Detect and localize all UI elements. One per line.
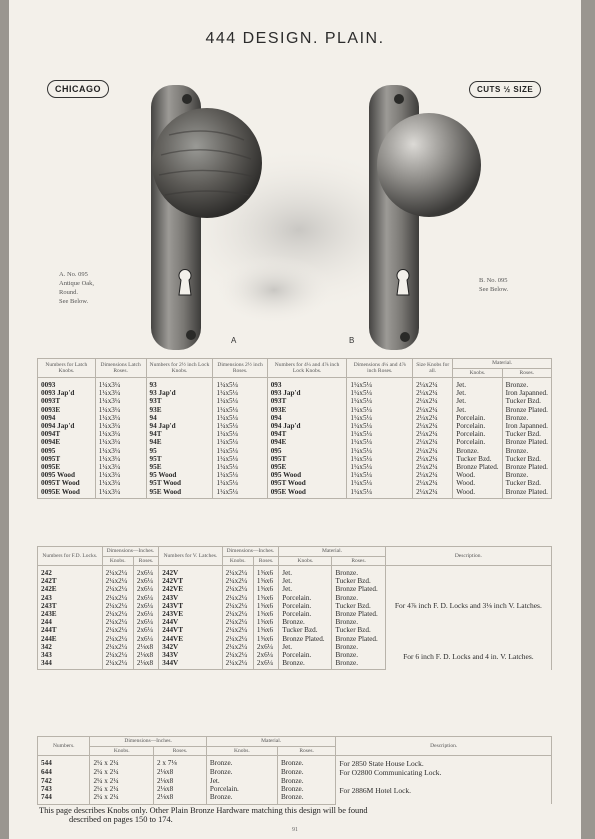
table-cell: 095 (267, 447, 347, 455)
table-cell: 1⅝x6 (253, 602, 278, 610)
table-cell: 2⅛x8 (133, 643, 158, 651)
table-cell: Bronze. (277, 777, 335, 785)
scale-badge: CUTS ½ SIZE (469, 81, 541, 98)
table-cell: Tucker Bzd. (332, 626, 385, 634)
table-cell: 1¼x5¼ (347, 397, 413, 405)
table-cell: 2⅛x8 (154, 793, 207, 804)
table-cell: 095T Wood (267, 479, 347, 487)
table-cell: 1⅝x6 (253, 585, 278, 593)
table-cell: 94T (146, 430, 213, 438)
table-cell: 1⅝x6 (253, 618, 278, 626)
table-cell: 095T (267, 455, 347, 463)
label-b: B (349, 336, 355, 345)
table-row (38, 438, 552, 446)
table-cell: Bronze. (332, 643, 385, 651)
table-cell: 2¼x2¼ (102, 577, 133, 585)
table-cell: Bronze. (279, 659, 332, 670)
table-cell: 2¼x2¼ (102, 626, 133, 634)
table-cell: 2x6¼ (253, 659, 278, 670)
table-cell: 1¼x5¼ (213, 488, 267, 499)
table-cell: 2¼x2¼ (222, 643, 253, 651)
table-cell: 1¼x5¼ (213, 479, 267, 487)
table-cell: Bronze Plated. (332, 610, 385, 618)
table-cell: 2x6¼ (133, 602, 158, 610)
table-cell: 2¼x2¼ (222, 594, 253, 602)
table-cell: 743 (38, 785, 90, 793)
table-cell: 0093 (38, 378, 96, 390)
table-cell: 1¼x3¼ (95, 447, 146, 455)
table-cell: 93T (146, 397, 213, 405)
table-cell: 2¼x2¼ (222, 626, 253, 634)
table-cell: Jet. (206, 777, 277, 785)
lock-knob-table: Numbers for F.D. Locks. Dimensions—Inches. Numbers for V. Latches. Dimensions—Inches. Material. Description. Knobs. Roses. Knobs. Roses. Knobs. Roses. 242 2¼x2¼ 2x6¼ 242V 2¼x2¼ 1⅝x6 Jet. Bronze. For 4⅞ inch F. D. Locks and 3⅛ inch V. Latches. 242T 2¼x2¼ 2x6¼ 242VT 2¼x2¼ 1⅝x6 Jet. Tucker Bzd. 242E 2¼x2¼ 2x6¼ 242VE 2¼x2¼ 1⅝x6 Jet. Bronze Plated. 243 2¼x2¼ 2x6¼ 243V 2¼x2¼ 1⅝x6 Porcelain. Bronze. 243T 2¼x2¼ 2x6¼ 243VT 2¼x2¼ 1⅝x6 Porcelain. Tucker Bzd. 243E 2¼x2¼ 2x6¼ 243VE 2¼x2¼ 1⅝x6 Porcelain. Bronze Plated. 244 2¼x2¼ 2x6¼ 244V 2¼x2¼ 1⅝x6 Bronze. Bronze. 244T 2¼x2¼ 2x6¼ 244VT 2¼x2¼ 1⅝x6 Tucker Bzd. Tucker Bzd. 244E 2¼x2¼ 2x6¼ 244VE 2¼x2¼ 1⅝x6 Bronze Plated. Bronze Plated. 342 2¼x2¼ 2⅛x8 342V 2¼x2¼ 2x6¼ Jet. Bronze. For 6 inch F. D. Locks and 4 in. V. Latches. 343 2¼x2¼ 2⅛x8 343V 2¼x2¼ 2x6¼ Porcelain. Bronze. 344 2¼x2¼ 2⅛x8 344V 2¼x2¼ 2x6¼ Bronze. Bronze. (37, 546, 552, 670)
table-cell: 0095T Wood (38, 479, 96, 487)
table-cell: 2¼x2¼ (222, 659, 253, 670)
table-row (38, 471, 552, 479)
table-row (38, 643, 552, 651)
table-cell: Bronze. (332, 566, 385, 578)
table-cell: 0093E (38, 406, 96, 414)
table-row (38, 397, 552, 405)
plate-b-top-screw (394, 94, 404, 104)
table-cell: Bronze. (277, 768, 335, 777)
table-cell: 742 (38, 777, 90, 785)
table-cell: Jet. (453, 389, 502, 397)
table-cell: 1¼x5¼ (347, 471, 413, 479)
table-row (38, 455, 552, 463)
caption-a: A. No. 095 Antique Oak, Round. See Below. (59, 271, 95, 305)
table-cell: For 2850 State House Lock. (336, 756, 552, 769)
table-cell: Wood. (453, 471, 502, 479)
table-cell: 2¼x2¼ (413, 389, 453, 397)
table-cell: 242VT (159, 577, 222, 585)
table-cell: 0095E Wood (38, 488, 96, 499)
table-cell: 1¼x5¼ (347, 389, 413, 397)
table-cell: 2¼x2¼ (222, 577, 253, 585)
table-row (38, 414, 552, 422)
table-cell: For 6 inch F. D. Locks and 4 in. V. Latches. (385, 643, 551, 670)
table-cell: 2⅛x8 (154, 785, 207, 793)
table-cell: Bronze Plated. (502, 463, 551, 471)
table-cell: 2x6¼ (133, 626, 158, 634)
catalog-page (9, 0, 581, 839)
table-cell: 2¼x2¼ (102, 643, 133, 651)
table-cell: 2⅛x8 (154, 768, 207, 777)
table-cell: Iron Japanned. (502, 389, 551, 397)
table-cell: Bronze Plated. (279, 635, 332, 643)
page-title: 444 DESIGN. PLAIN. (205, 30, 385, 47)
table-cell: 1¼x3¼ (95, 406, 146, 414)
table-cell: 1¼x5¼ (213, 438, 267, 446)
table-cell: 0094 Jap'd (38, 422, 96, 430)
table-row (38, 756, 552, 769)
table-cell: 2x6¼ (133, 610, 158, 618)
table-cell: 1¼x3¼ (95, 488, 146, 499)
table-cell: 343V (159, 651, 222, 659)
footer-note: This page describes Knobs only. Other Plain Bronze Hardware matching this design will be found described on pages 150 to 174. (39, 806, 368, 824)
table-cell: 2¼x2¼ (413, 447, 453, 455)
table-cell: 093 (267, 378, 347, 390)
table-cell: Bronze Plated. (502, 488, 551, 499)
table-cell: 0095E (38, 463, 96, 471)
table-cell: 1¼x5¼ (213, 471, 267, 479)
table-cell: Tucker Bzd. (502, 397, 551, 405)
table-cell: Porcelain. (453, 438, 502, 446)
table-cell: 1¼x5¼ (213, 422, 267, 430)
table-cell: 2¼ x 2¼ (90, 756, 154, 769)
table-cell: Jet. (453, 397, 502, 405)
table-cell: 1¼x5¼ (347, 455, 413, 463)
table-cell: 0093T (38, 397, 96, 405)
table-cell: 243V (159, 594, 222, 602)
brand-badge: CHICAGO (47, 80, 109, 98)
table-cell: Jet. (453, 378, 502, 390)
table-cell: 2⅛x8 (133, 651, 158, 659)
table-cell: Bronze Plated. (332, 585, 385, 593)
table-cell: 2¼x2¼ (102, 618, 133, 626)
table-cell: 95T (146, 455, 213, 463)
table-cell: Tucker Bzd. (502, 479, 551, 487)
table-row (38, 430, 552, 438)
table-row (38, 479, 552, 487)
table-cell: 342 (38, 643, 103, 651)
table-cell: 0094 (38, 414, 96, 422)
table-row (38, 378, 552, 390)
table-cell: 1¼x3¼ (95, 463, 146, 471)
table-cell: 244V (159, 618, 222, 626)
table-cell: 094T (267, 430, 347, 438)
table-cell: 2¼x2¼ (413, 430, 453, 438)
table-cell: 1¼x5¼ (347, 488, 413, 499)
knob-b-ball (377, 113, 481, 217)
table-cell: Bronze. (206, 756, 277, 769)
table-cell: 2¼x2¼ (413, 438, 453, 446)
table-cell: For 4⅞ inch F. D. Locks and 3⅛ inch V. Latches. (385, 566, 551, 643)
table-cell: 1¼x3¼ (95, 397, 146, 405)
table-cell: Bronze. (502, 414, 551, 422)
table-cell: 242E (38, 585, 103, 593)
table-cell: 93 Jap'd (146, 389, 213, 397)
table-cell: Jet. (453, 406, 502, 414)
table-cell: 2¼x2¼ (413, 397, 453, 405)
table-cell: 2¼x2¼ (222, 610, 253, 618)
table-cell: 1¼x5¼ (347, 438, 413, 446)
table-cell: 2¼x2¼ (413, 488, 453, 499)
table-row (38, 422, 552, 430)
table-cell: Bronze Plated. (332, 635, 385, 643)
table-row (38, 463, 552, 471)
table-cell: Tucker Bzd. (332, 577, 385, 585)
table-row (38, 777, 552, 785)
table-cell: Bronze. (332, 651, 385, 659)
table-cell: 2x6¼ (133, 635, 158, 643)
table-cell: Tucker Bzd. (453, 455, 502, 463)
table-cell: 2¼x2¼ (222, 602, 253, 610)
table-cell: 2¼ x 2¼ (90, 785, 154, 793)
table-cell: 2¼x2¼ (413, 471, 453, 479)
table-cell: Bronze Plated. (502, 438, 551, 446)
table-cell: 0093 Jap'd (38, 389, 96, 397)
table-cell: Bronze Plated. (453, 463, 502, 471)
table-cell: 094E (267, 438, 347, 446)
table-cell: Jet. (279, 577, 332, 585)
table-cell: 93 (146, 378, 213, 390)
table-cell: Porcelain. (279, 651, 332, 659)
page-number: 91 (292, 827, 298, 833)
table-cell: 2¼x2¼ (222, 635, 253, 643)
table-cell: Wood. (453, 488, 502, 499)
table-cell: 1¼x5¼ (347, 378, 413, 390)
table-cell: 2 x 7⅛ (154, 756, 207, 769)
plate-a-bottom-screw (186, 330, 196, 340)
table-cell: 342V (159, 643, 222, 651)
table-cell: 242T (38, 577, 103, 585)
table-cell: 1¼x5¼ (213, 397, 267, 405)
knob-illustration (99, 85, 499, 350)
table-cell: 2¼ x 2¼ (90, 768, 154, 777)
table-cell: 095E Wood (267, 488, 347, 499)
table-cell: 2¼x2¼ (222, 618, 253, 626)
table-cell: 1¼x3¼ (95, 455, 146, 463)
table-cell: Bronze. (453, 447, 502, 455)
table-cell: 2¼x2¼ (222, 566, 253, 578)
table-cell: Bronze. (206, 768, 277, 777)
table-cell: Wood. (453, 479, 502, 487)
table-row (38, 406, 552, 414)
table-cell: 644 (38, 768, 90, 777)
table-cell: 1¼x3¼ (95, 438, 146, 446)
table-cell: Bronze. (206, 793, 277, 804)
table-cell: 1¼x3¼ (95, 479, 146, 487)
hotel-lock-knob-table: Numbers. Dimensions—Inches. Material. Description. Knobs. Roses. Knobs. Roses. 544 2¼ x 2¼ 2 x 7⅛ Bronze. Bronze. For 2850 State House Lock. 644 2¼ x 2¼ 2⅛x8 Bronze. Bronze. For O2800 Communicating Lock. 742 2¼ x 2¼ 2⅛x8 Jet. Bronze. For 2886M Hotel Lock. 743 2¼ x 2¼ 2⅛x8 Porcelain. Bronze. 744 2¼ x 2¼ 2⅛x8 Bronze. Bronze. (37, 736, 552, 805)
table-cell: 1¼x3¼ (95, 378, 146, 390)
table-row (38, 447, 552, 455)
table-cell: 2x6¼ (133, 585, 158, 593)
table-cell: Jet. (279, 566, 332, 578)
table-cell: Porcelain. (453, 414, 502, 422)
table-cell: 2¼x2¼ (413, 455, 453, 463)
table-cell: Porcelain. (279, 602, 332, 610)
table-cell: 1¼x5¼ (347, 463, 413, 471)
table-cell: 0094T (38, 430, 96, 438)
table-cell: 243VT (159, 602, 222, 610)
plate-a-top-screw (182, 94, 192, 104)
table-cell: Porcelain. (279, 610, 332, 618)
table-cell: Bronze. (279, 618, 332, 626)
table-cell: 1⅝x6 (253, 594, 278, 602)
table-cell: 2x6¼ (253, 651, 278, 659)
table-cell: 2¼x2¼ (102, 566, 133, 578)
table-cell: 1¼x3¼ (95, 430, 146, 438)
table-cell: 94 (146, 414, 213, 422)
table-cell: 544 (38, 756, 90, 769)
table-cell: 2¼x2¼ (102, 635, 133, 643)
table-cell: 093 Jap'd (267, 389, 347, 397)
table-cell: 244E (38, 635, 103, 643)
table-cell: 2¼x2¼ (102, 594, 133, 602)
table-cell: 242 (38, 566, 103, 578)
table-cell: 1¼x5¼ (213, 389, 267, 397)
table-cell: 2¼x2¼ (102, 651, 133, 659)
table-cell: 95T Wood (146, 479, 213, 487)
table-cell: 344 (38, 659, 103, 670)
table-cell: Tucker Bzd. (332, 602, 385, 610)
table-cell: 343 (38, 651, 103, 659)
table-cell: 243E (38, 610, 103, 618)
table-cell: 2¼x2¼ (413, 422, 453, 430)
table-cell: 095 Wood (267, 471, 347, 479)
table-cell: 95 (146, 447, 213, 455)
table-cell: 1¼x3¼ (95, 414, 146, 422)
table-cell: For 2886M Hotel Lock. (336, 777, 552, 804)
table-cell: Tucker Bzd. (502, 430, 551, 438)
table-cell: 94E (146, 438, 213, 446)
table-cell: 95E Wood (146, 488, 213, 499)
table-cell: Bronze. (502, 471, 551, 479)
table-cell: 0094E (38, 438, 96, 446)
table-cell: 95E (146, 463, 213, 471)
table-cell: Porcelain. (453, 422, 502, 430)
table-cell: 094 (267, 414, 347, 422)
table-cell: 2¼x2¼ (102, 602, 133, 610)
table-cell: 1¼x5¼ (213, 447, 267, 455)
table-cell: 094 Jap'd (267, 422, 347, 430)
table-cell: 1¼x5¼ (347, 447, 413, 455)
knob-a-oak (152, 108, 262, 218)
caption-b: B. No. 095 See Below. (479, 277, 509, 293)
table-cell: Porcelain. (279, 594, 332, 602)
table-cell: Bronze. (332, 659, 385, 670)
table-cell: For O2800 Communicating Lock. (336, 768, 552, 777)
keyhole-a (179, 270, 191, 295)
label-a: A (231, 336, 237, 345)
table-cell: Bronze. (502, 447, 551, 455)
table-cell: Bronze. (332, 618, 385, 626)
table-cell: 95 Wood (146, 471, 213, 479)
table-cell: 0095 (38, 447, 96, 455)
table-cell: 2¼x2¼ (413, 406, 453, 414)
table-cell: 2x6¼ (133, 577, 158, 585)
table-cell: 1¼x5¼ (213, 463, 267, 471)
table-cell: 093E (267, 406, 347, 414)
plate-b-bottom-screw (400, 332, 410, 342)
table-cell: 1⅝x6 (253, 626, 278, 634)
table-cell: 2¼x2¼ (102, 585, 133, 593)
table-cell: 2x6¼ (253, 643, 278, 651)
table-cell: 0095T (38, 455, 96, 463)
table-cell: 1¼x5¼ (213, 414, 267, 422)
table-cell: 2¼x2¼ (102, 659, 133, 670)
table-cell: 2⅛x8 (154, 777, 207, 785)
table-cell: 94 Jap'd (146, 422, 213, 430)
table-cell: Jet. (279, 585, 332, 593)
table-cell: 244T (38, 626, 103, 634)
table-cell: 2x6¼ (133, 618, 158, 626)
table-cell: 1¼x5¼ (213, 430, 267, 438)
table-cell: 244 (38, 618, 103, 626)
table-cell: 244VE (159, 635, 222, 643)
table-row (38, 389, 552, 397)
table-cell: Jet. (279, 643, 332, 651)
table-cell: Bronze. (332, 594, 385, 602)
table-cell: 1¼x3¼ (95, 422, 146, 430)
table-cell: Porcelain. (206, 785, 277, 793)
table-cell: 1¼x5¼ (347, 406, 413, 414)
table-cell: 2¼x2¼ (413, 414, 453, 422)
table-cell: 344V (159, 659, 222, 670)
table-row (38, 768, 552, 777)
table-cell: 243VE (159, 610, 222, 618)
table-cell: 1⅝x6 (253, 566, 278, 578)
table-cell: 1¼x3¼ (95, 471, 146, 479)
table-cell: 1¼x3¼ (95, 389, 146, 397)
table-cell: 1⅝x6 (253, 610, 278, 618)
table-cell: 2¼x2¼ (413, 463, 453, 471)
table-cell: 1¼x5¼ (213, 455, 267, 463)
table-cell: Bronze. (502, 378, 551, 390)
table-cell: 1¼x5¼ (347, 422, 413, 430)
latch-knob-table: Numbers for Latch Knobs. Dimensions Latch Roses. Numbers for 2½ inch Lock Knobs. Dimensions 2½ inch Roses. Numbers for 4¼ and 4⅞ inch Lock Knobs. Dimensions 4¼ and 4⅞ inch Roses. Size Knobs for all. Material. Knobs. Roses. 0093 1¼x3¼ 93 1¼x5¼ 093 1¼x5¼ 2¼x2¼ Jet. Bronze. 0093 Jap'd 1¼x3¼ 93 Jap'd 1¼x5¼ 093 Jap'd 1¼x5¼ 2¼x2¼ Jet. Iron Japanned. 0093T 1¼x3¼ 93T 1¼x5¼ 093T 1¼x5¼ 2¼x2¼ Jet. Tucker Bzd. 0093E 1¼x3¼ 93E 1¼x5¼ 093E 1¼x5¼ 2¼x2¼ Jet. Bronze Plated. 0094 1¼x3¼ 94 1¼x5¼ 094 1¼x5¼ 2¼x2¼ Porcelain. Bronze. 0094 Jap'd 1¼x3¼ 94 Jap'd 1¼x5¼ 094 Jap'd 1¼x5¼ 2¼x2¼ Porcelain. Iron Japanned. 0094T 1¼x3¼ 94T 1¼x5¼ 094T 1¼x5¼ 2¼x2¼ Porcelain. Tucker Bzd. 0094E 1¼x3¼ 94E 1¼x5¼ 094E 1¼x5¼ 2¼x2¼ Porcelain. Bronze Plated. 0095 1¼x3¼ 95 1¼x5¼ 095 1¼x5¼ 2¼x2¼ Bronze. Bronze. 0095T 1¼x3¼ 95T 1¼x5¼ 095T 1¼x5¼ 2¼x2¼ Tucker Bzd. Tucker Bzd. 0095E 1¼x3¼ 95E 1¼x5¼ 095E 1¼x5¼ 2¼x2¼ Bronze Plated. Bronze Plated. 0095 Wood 1¼x3¼ 95 Wood 1¼x5¼ 095 Wood 1¼x5¼ 2¼x2¼ Wood. Bronze. 0095T Wood 1¼x3¼ 95T Wood 1¼x5¼ 095T Wood 1¼x5¼ 2¼x2¼ Wood. Tucker Bzd. 0095E Wood 1¼x3¼ 95E Wood 1¼x5¼ 095E Wood 1¼x5¼ 2¼x2¼ Wood. Bronze Plated. (37, 358, 552, 499)
table-cell: 1¼x5¼ (347, 479, 413, 487)
table-cell: 242V (159, 566, 222, 578)
table-cell: 2¼x2¼ (413, 479, 453, 487)
table-cell: 1¼x5¼ (347, 430, 413, 438)
table-cell: 1⅝x6 (253, 635, 278, 643)
table-cell: 1¼x5¼ (213, 378, 267, 390)
table-cell: 2¼ x 2¼ (90, 777, 154, 785)
table-cell: Porcelain. (453, 430, 502, 438)
table-row (38, 488, 552, 499)
keyhole-b (397, 270, 409, 295)
table-cell: Bronze. (277, 756, 335, 769)
table-cell: 2¼x2¼ (222, 651, 253, 659)
table-cell: 93E (146, 406, 213, 414)
table-cell: 244VT (159, 626, 222, 634)
table-cell: 243T (38, 602, 103, 610)
table-cell: 2⅛x8 (133, 659, 158, 670)
table-cell: 1¼x5¼ (213, 406, 267, 414)
table-cell: 2¼x2¼ (413, 378, 453, 390)
table-row (38, 566, 552, 578)
table-cell: Iron Japanned. (502, 422, 551, 430)
table-cell: 2x6¼ (133, 594, 158, 602)
table-cell: 242VE (159, 585, 222, 593)
table-cell: Tucker Bzd. (279, 626, 332, 634)
table-cell: 1⅝x6 (253, 577, 278, 585)
table-cell: 1¼x5¼ (347, 414, 413, 422)
table-cell: Bronze Plated. (502, 406, 551, 414)
table-cell: 2¼x2¼ (222, 585, 253, 593)
table-cell: 2x6¼ (133, 566, 158, 578)
table-cell: 744 (38, 793, 90, 804)
table-cell: 2¼x2¼ (102, 610, 133, 618)
table-cell: 0095 Wood (38, 471, 96, 479)
table-cell: 2¼ x 2¼ (90, 793, 154, 804)
table-cell: Bronze. (277, 793, 335, 804)
table-cell: 095E (267, 463, 347, 471)
table-cell: Bronze. (277, 785, 335, 793)
table-cell: 093T (267, 397, 347, 405)
table-cell: Tucker Bzd. (502, 455, 551, 463)
table-cell: 243 (38, 594, 103, 602)
